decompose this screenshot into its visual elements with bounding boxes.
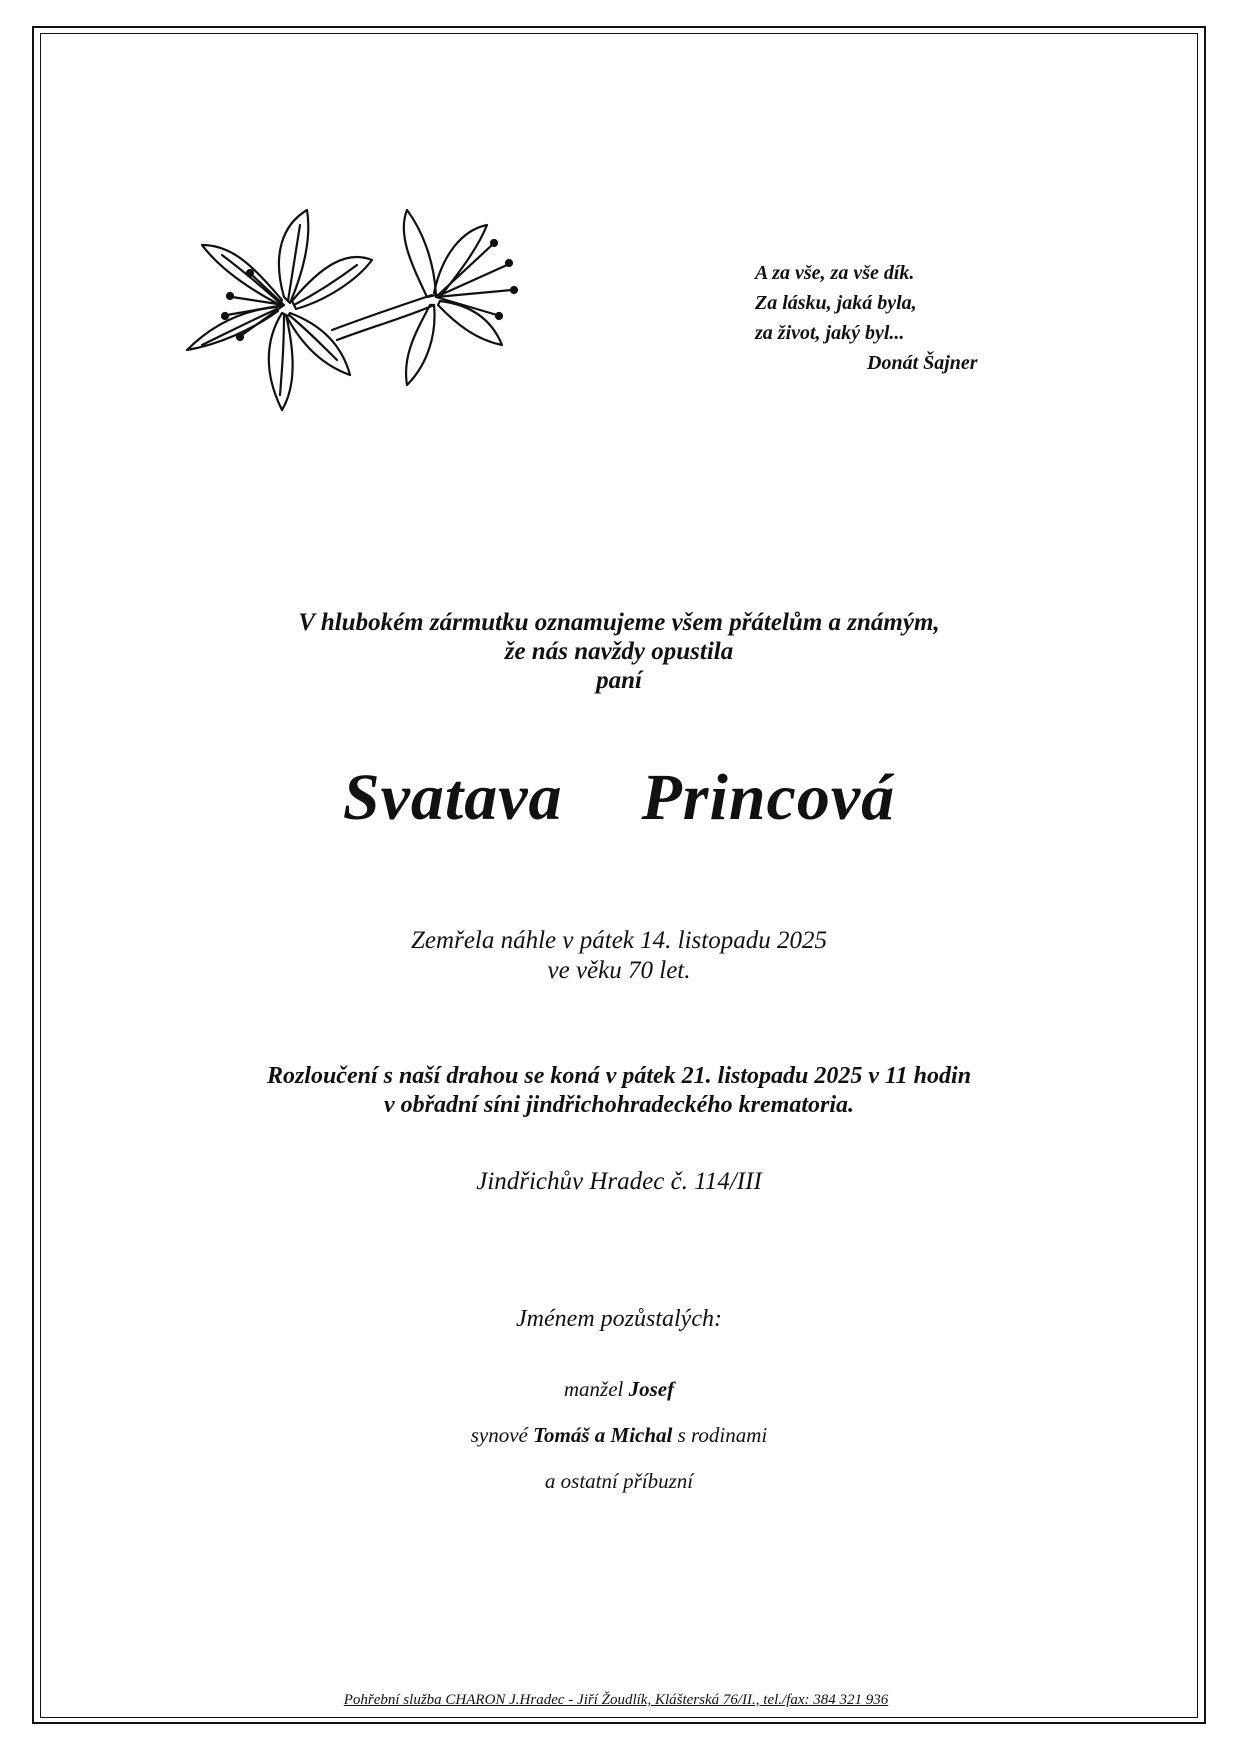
survivor-row-husband	[40, 1377, 1198, 1423]
death-info	[40, 926, 1198, 986]
death-line-1: Zemřela náhle v pátek 14. listopadu 2025	[411, 927, 827, 954]
sons-names: Tomáš a Michal	[533, 1423, 673, 1447]
survivors-list	[40, 1377, 1198, 1515]
husband-name: Josef	[628, 1377, 675, 1401]
survivor-row-sons	[40, 1423, 1198, 1469]
funeral-line-1: Rozloučení s naší drahou se koná v pátek 21. listopadu 2025 v 11 hodin	[266, 1063, 972, 1089]
announcement-intro	[40, 608, 1198, 695]
funeral-line-2: v obřadní síni jindřichohradeckého krematoria.	[383, 1092, 855, 1118]
deceased-name: Svatava Princová	[342, 761, 896, 834]
death-line-2: ve věku 70 let.	[547, 957, 691, 984]
intro-line-3: paní	[596, 667, 642, 694]
intro-line-1: V hlubokém zármutku oznamujeme všem přátelům a známým,	[298, 609, 940, 636]
memorial-verse	[755, 258, 1055, 378]
verse-author: Donát Šajner	[867, 352, 978, 374]
sons-suffix: s rodinami	[677, 1423, 768, 1447]
address: Jindřichův Hradec č. 114/III	[476, 1168, 762, 1195]
lily-flowers-icon	[172, 205, 542, 425]
funeral-service-footer: Pohřební služba CHARON J.Hradec - Jiří Žoudlík, Klášterská 76/II., tel./fax: 384 321 936	[343, 1692, 889, 1708]
verse-line-1: A za vše, za vše dík.	[755, 262, 915, 284]
verse-line-3: za život, jaký byl...	[755, 322, 905, 344]
survivor-row-relatives: a ostatní příbuzní	[544, 1469, 694, 1493]
husband-prefix: manžel	[563, 1377, 624, 1401]
sons-prefix: synové	[470, 1423, 528, 1447]
verse-line-2: Za lásku, jaká byla,	[755, 292, 917, 314]
funeral-info	[40, 1062, 1198, 1120]
on-behalf-heading: Jménem pozůstalých:	[516, 1306, 722, 1332]
intro-line-2: že nás navždy opustila	[504, 638, 734, 665]
